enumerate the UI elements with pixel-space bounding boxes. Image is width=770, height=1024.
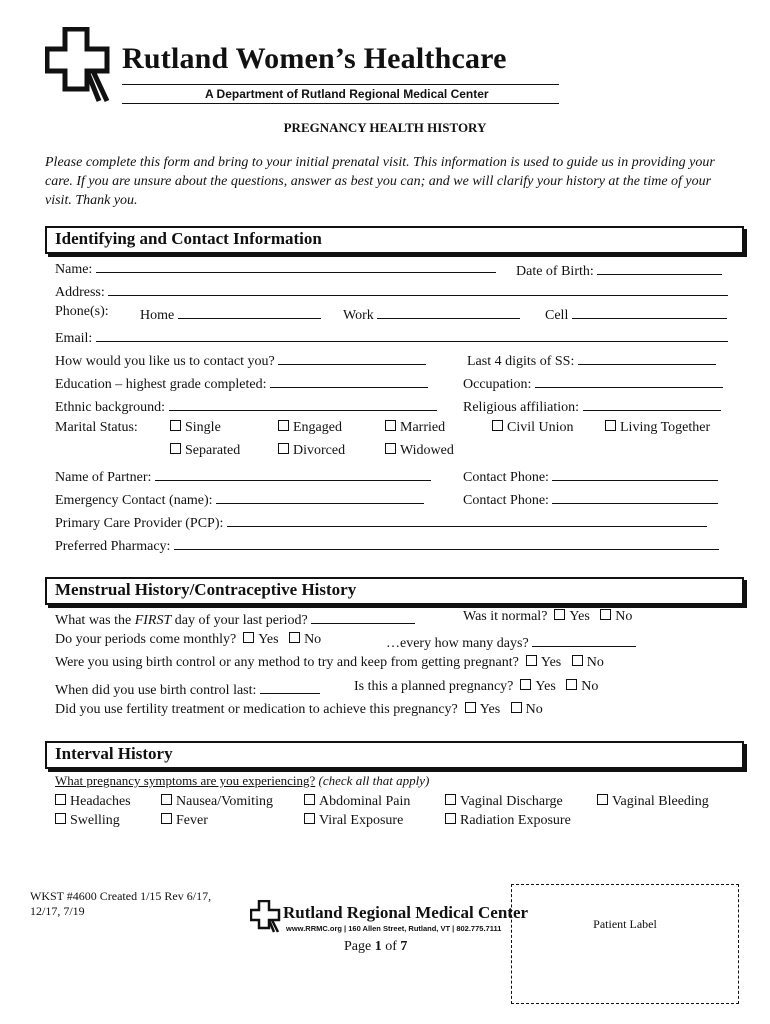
emergency-row [55, 489, 424, 509]
symptom-swelling[interactable] [55, 813, 120, 829]
cell-phone [545, 304, 727, 324]
symptom-radiation-exposure[interactable] [445, 813, 571, 829]
checkbox[interactable] [55, 813, 66, 824]
birth-control-yes-checkbox[interactable] [526, 655, 537, 666]
symptom-label: Headaches [70, 794, 131, 809]
wkst-info [30, 889, 211, 919]
header-rule [122, 84, 559, 85]
wkst-line-2: 12/17, 7/19 [30, 904, 85, 918]
checkbox[interactable] [278, 443, 289, 454]
first-day-row [55, 609, 415, 629]
pharmacy-label: Preferred Pharmacy: [55, 539, 171, 554]
symptom-abdominal-pain[interactable] [304, 794, 410, 810]
rutland-cross-logo-icon [45, 27, 117, 105]
planned-yes-checkbox[interactable] [520, 679, 531, 690]
marital-civil-union[interactable] [492, 420, 574, 436]
planned-row [354, 679, 598, 695]
q1-text-first: FIRST [134, 613, 172, 628]
form-title: PREGNANCY HEALTH HISTORY [283, 120, 487, 135]
q3-text: Do your periods come monthly? [55, 632, 237, 647]
phones-row [55, 304, 109, 320]
contact-pref-field[interactable] [278, 350, 426, 365]
religious-field[interactable] [583, 396, 721, 411]
yes-label: Yes [258, 632, 279, 647]
name-label: Name: [55, 262, 93, 277]
section-interval-header [45, 741, 744, 769]
ss-field[interactable] [578, 350, 716, 365]
no-label: No [586, 655, 604, 670]
symptom-label: Abdominal Pain [319, 794, 411, 809]
checkbox[interactable] [170, 420, 181, 431]
occupation-field[interactable] [535, 373, 723, 388]
marital-married[interactable] [385, 420, 445, 436]
home-phone-field[interactable] [178, 304, 321, 319]
no-label: No [525, 702, 543, 717]
page-number [344, 939, 407, 955]
symptom-vaginal-discharge[interactable] [445, 794, 563, 810]
days-field[interactable] [532, 632, 636, 647]
page-total: 7 [400, 939, 408, 954]
email-label: Email: [55, 331, 93, 346]
birth-control-last-field[interactable] [260, 679, 320, 694]
footer-org-name: Rutland Regional Medical Center [283, 903, 529, 922]
phones-label: Phone(s): [55, 304, 109, 319]
symptom-label: Radiation Exposure [460, 813, 571, 828]
q1-text-post: day of your last period? [171, 613, 308, 628]
symptom-label: Vaginal Bleeding [612, 794, 709, 809]
option-label: Divorced [293, 443, 346, 458]
pharmacy-row [55, 535, 719, 555]
patient-label-text: Patient Label [593, 917, 657, 931]
occupation-label: Occupation: [463, 377, 532, 392]
birth-control-row [55, 655, 604, 671]
marital-living-together[interactable] [605, 420, 710, 436]
education-label: Education – highest grade completed: [55, 377, 267, 392]
header-rule-bottom [122, 103, 559, 104]
org-subtitle: A Department of Rutland Regional Medical Center [205, 87, 489, 101]
dob-row [516, 260, 722, 280]
pharmacy-field[interactable] [174, 535, 719, 550]
section-menstrual-header [45, 577, 744, 605]
work-phone [343, 304, 520, 324]
symptom-label: Vaginal Discharge [460, 794, 563, 809]
name-row [55, 258, 496, 278]
emergency-phone-row [463, 489, 718, 509]
q4-text: …every how many days? [386, 636, 529, 651]
yes-label: Yes [540, 655, 562, 670]
q7-text: Is this a planned pregnancy? [354, 679, 514, 694]
fertility-row [55, 702, 543, 718]
emergency-phone-label: Contact Phone: [463, 493, 549, 508]
monthly-no-checkbox[interactable] [289, 632, 300, 643]
checkbox[interactable] [161, 813, 172, 824]
ethnic-field[interactable] [169, 396, 437, 411]
religious-label: Religious affiliation: [463, 400, 580, 415]
checkbox[interactable] [492, 420, 503, 431]
marital-engaged[interactable] [278, 420, 342, 436]
checkbox[interactable] [304, 794, 315, 805]
planned-no-checkbox[interactable] [566, 679, 577, 690]
birth-control-last-row [55, 679, 320, 699]
emergency-field[interactable] [216, 489, 424, 504]
partner-phone-row [463, 466, 718, 486]
normal-row [463, 609, 632, 625]
cell-phone-label: Cell [545, 308, 569, 323]
section-interval-title: Interval History [55, 744, 173, 763]
address-field[interactable] [108, 281, 728, 296]
symptoms-hint: (check all that apply) [318, 773, 430, 788]
marital-single[interactable] [170, 420, 221, 436]
occupation-row [463, 373, 723, 393]
marital-widowed[interactable] [385, 443, 454, 459]
symptom-label: Nausea/Vomiting [176, 794, 273, 809]
partner-phone-field[interactable] [552, 466, 718, 481]
no-label: No [304, 632, 322, 647]
yes-label: Yes [535, 679, 556, 694]
marital-divorced[interactable] [278, 443, 345, 459]
checkbox[interactable] [161, 794, 172, 805]
no-label: No [581, 679, 599, 694]
symptom-vaginal-bleeding[interactable] [597, 794, 709, 810]
how-many-days-row [386, 632, 636, 652]
dob-label: Date of Birth: [516, 264, 594, 279]
partner-phone-label: Contact Phone: [463, 470, 549, 485]
email-row [55, 327, 728, 347]
no-label: No [615, 609, 633, 624]
checkbox[interactable] [597, 794, 608, 805]
q2-text: Was it normal? [463, 609, 548, 624]
intro-text: Please complete this form and bring to your initial prenatal visit. This information is used to guide us in providing your care. If you are unsure about the questions, answer as best you can; and we will clarify your history at the time of your visit. Thank you. [45, 155, 715, 208]
monthly-yes-checkbox[interactable] [243, 632, 254, 643]
dob-field[interactable] [597, 260, 722, 275]
symptom-nausea[interactable] [161, 794, 273, 810]
partner-label: Name of Partner: [55, 470, 152, 485]
symptom-label: Viral Exposure [319, 813, 404, 828]
checkbox[interactable] [445, 813, 456, 824]
symptom-label: Swelling [70, 813, 120, 828]
address-row [55, 281, 728, 301]
patient-label-box[interactable] [511, 884, 739, 1004]
emergency-phone-field[interactable] [552, 489, 718, 504]
checkbox[interactable] [170, 443, 181, 454]
emergency-label: Emergency Contact (name): [55, 493, 213, 508]
checkbox[interactable] [445, 794, 456, 805]
contact-pref-row [55, 350, 426, 370]
pcp-field[interactable] [227, 512, 707, 527]
marital-separated[interactable] [170, 443, 240, 459]
q6-text: When did you use birth control last: [55, 683, 257, 698]
ethnic-row [55, 396, 437, 416]
pcp-row [55, 512, 707, 532]
symptoms-question-row [55, 773, 429, 789]
symptom-headaches[interactable] [55, 794, 131, 810]
checkbox[interactable] [304, 813, 315, 824]
symptom-label: Fever [176, 813, 208, 828]
education-field[interactable] [270, 373, 428, 388]
q8-text: Did you use fertility treatment or medication to achieve this pregnancy? [55, 702, 458, 717]
option-label: Separated [185, 443, 241, 458]
partner-field[interactable] [155, 466, 431, 481]
yes-label: Yes [479, 702, 501, 717]
checkbox[interactable] [385, 420, 396, 431]
option-label: Widowed [400, 443, 454, 458]
checkbox[interactable] [605, 420, 616, 431]
email-field[interactable] [96, 327, 728, 342]
option-label: Engaged [293, 420, 342, 435]
option-label: Single [185, 420, 221, 435]
contact-pref-label: How would you like us to contact you? [55, 354, 275, 369]
normal-no-checkbox[interactable] [600, 609, 611, 620]
option-label: Living Together [620, 420, 711, 435]
monthly-row [55, 632, 321, 648]
symptoms-question: What pregnancy symptoms are you experiencing? [55, 773, 316, 788]
ss-label: Last 4 digits of SS: [467, 354, 575, 369]
q1-text-pre: What was the [55, 613, 135, 628]
page-current: 1 [374, 939, 382, 954]
normal-yes-checkbox[interactable] [554, 609, 565, 620]
marital-row [55, 420, 138, 436]
symptom-fever[interactable] [161, 813, 208, 829]
page-pre: Page [344, 939, 375, 954]
fertility-no-checkbox[interactable] [511, 702, 522, 713]
checkbox[interactable] [278, 420, 289, 431]
home-phone-label: Home [140, 308, 175, 323]
birth-control-no-checkbox[interactable] [572, 655, 583, 666]
yes-label: Yes [569, 609, 590, 624]
partner-row [55, 466, 431, 486]
first-day-field[interactable] [311, 609, 415, 624]
section-contact-header [45, 226, 744, 254]
education-row [55, 373, 428, 393]
footer-org-address: www.RRMC.org | 160 Allen Street, Rutland, VT | 802.775.7111 [286, 924, 502, 933]
symptom-viral-exposure[interactable] [304, 813, 403, 829]
address-label: Address: [55, 285, 105, 300]
q5-text: Were you using birth control or any method to try and keep from getting pregnant? [55, 655, 519, 670]
home-phone [140, 304, 321, 324]
pcp-label: Primary Care Provider (PCP): [55, 516, 224, 531]
checkbox[interactable] [55, 794, 66, 805]
name-field[interactable] [96, 258, 496, 273]
section-menstrual-title: Menstrual History/Contraceptive History [55, 580, 357, 599]
religious-row [463, 396, 721, 416]
org-title: Rutland Women’s Healthcare [122, 42, 507, 75]
fertility-yes-checkbox[interactable] [465, 702, 476, 713]
marital-label: Marital Status: [55, 420, 138, 435]
cell-phone-field[interactable] [572, 304, 727, 319]
option-label: Civil Union [507, 420, 574, 435]
wkst-line-1: WKST #4600 Created 1/15 Rev 6/17, [30, 889, 212, 903]
ethnic-label: Ethnic background: [55, 400, 166, 415]
rrmc-cross-logo-icon [250, 900, 282, 934]
section-contact-title: Identifying and Contact Information [55, 229, 322, 248]
page-mid: of [381, 939, 401, 954]
work-phone-label: Work [343, 308, 374, 323]
checkbox[interactable] [385, 443, 396, 454]
work-phone-field[interactable] [377, 304, 520, 319]
option-label: Married [400, 420, 446, 435]
ss-row [467, 350, 716, 370]
